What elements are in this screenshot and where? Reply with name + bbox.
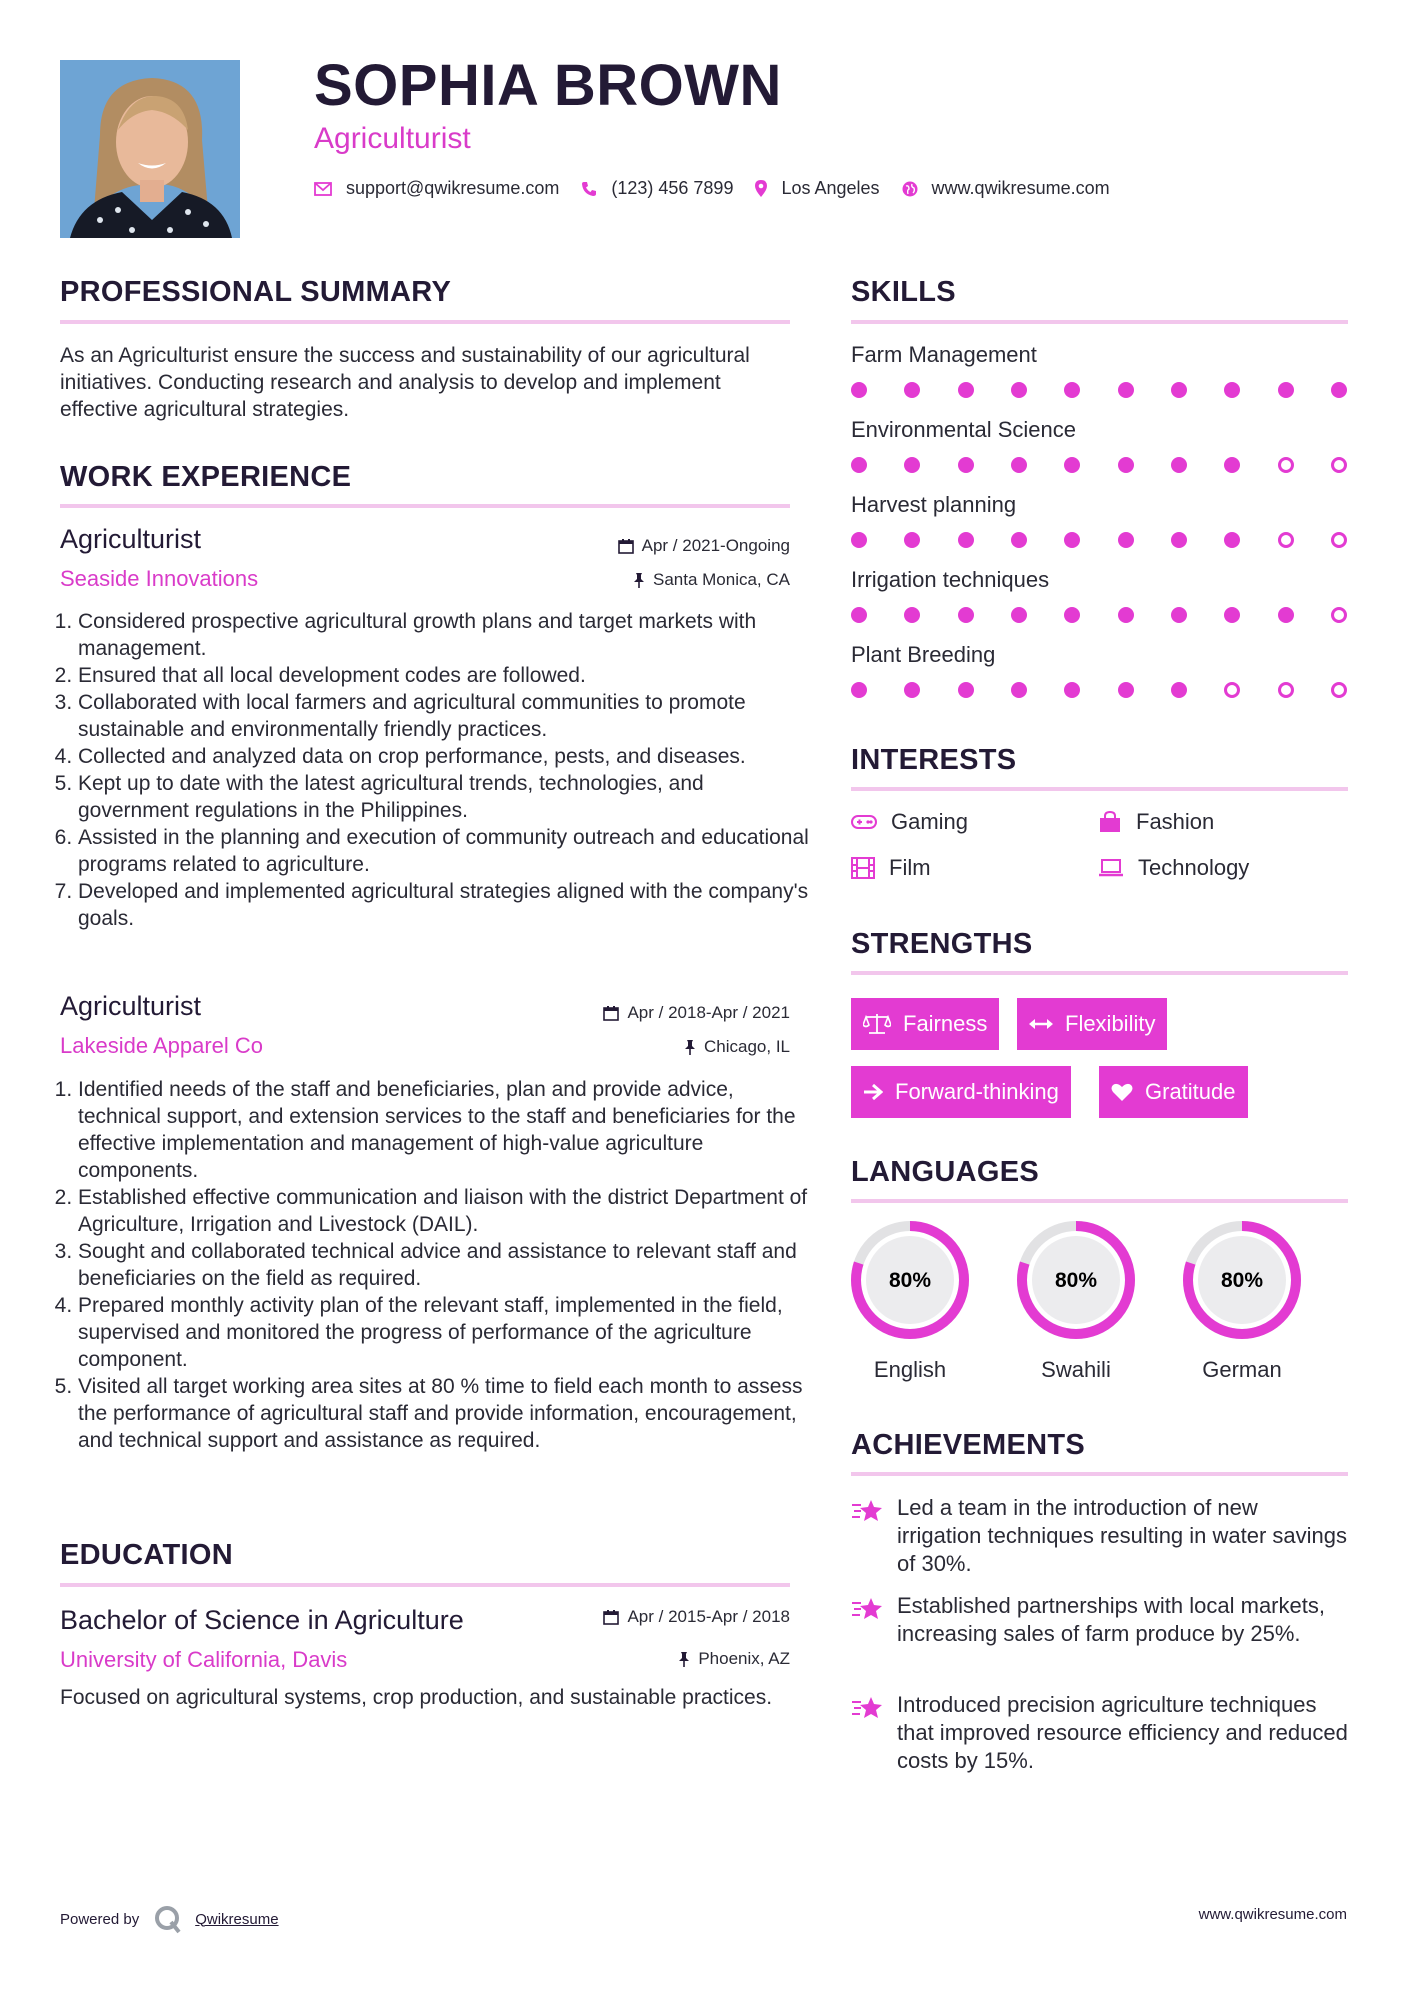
interest-label: Gaming	[891, 809, 969, 834]
interest-label: Film	[889, 855, 931, 880]
rating-dot-empty	[1331, 682, 1347, 698]
language-percent: 80%	[1054, 1269, 1098, 1292]
shooting-star-icon	[851, 1498, 885, 1524]
map-marker-icon	[755, 180, 767, 197]
qwikresume-link[interactable]: Qwikresume	[195, 1910, 279, 1928]
education-location-text: Phoenix, AZ	[698, 1649, 790, 1668]
candidate-name: SOPHIA BROWN	[314, 53, 782, 118]
summary-divider	[60, 320, 790, 324]
job-dates	[490, 536, 790, 556]
rating-dot-empty	[1331, 532, 1347, 548]
contact-phone[interactable]	[581, 178, 733, 199]
list-item: 4. Prepared monthly activity plan of the relevant staff, implemented in the field, supervised and monitored the progress of performance of the agriculture component.	[78, 1292, 810, 1373]
rating-dot-filled	[1118, 532, 1134, 548]
skill-label: Farm Management	[851, 342, 1037, 367]
rating-dot-empty	[1278, 532, 1294, 548]
job-title: Agriculturist	[60, 991, 202, 1021]
rating-dot-filled	[851, 532, 867, 548]
languages-heading: LANGUAGES	[851, 1156, 1039, 1188]
degree-title: Bachelor of Science in Agriculture	[60, 1605, 464, 1635]
skills-divider	[851, 320, 1348, 324]
language-item	[1180, 1218, 1304, 1383]
job-dates-text: Apr / 2018-Apr / 2021	[627, 1003, 790, 1022]
achievement-item	[851, 1691, 1348, 1775]
pushpin-icon	[633, 572, 645, 588]
job-company: Lakeside Apparel Co	[60, 1033, 264, 1058]
skill-label: Irrigation techniques	[851, 567, 1050, 592]
phone-icon	[581, 181, 597, 197]
skill-rating	[851, 607, 1347, 623]
job-location	[490, 570, 790, 590]
strength-tag-fairness	[851, 998, 999, 1050]
rating-dot-filled	[904, 607, 920, 623]
rating-dot-filled	[1011, 382, 1027, 398]
summary-text: As an Agriculturist ensure the success and sustainability of our agricultural initiatives. Conducting research and analysis to develop and implement effective agricultural strategies.	[60, 344, 750, 421]
rating-dot-filled	[958, 682, 974, 698]
list-item: 1. Considered prospective agricultural growth plans and target markets with management.	[78, 608, 810, 662]
rating-dot-filled	[851, 457, 867, 473]
pushpin-icon	[684, 1039, 696, 1055]
rating-dot-filled	[1011, 532, 1027, 548]
skill-row	[851, 417, 1351, 492]
contact-bar	[314, 178, 1132, 199]
heart-icon	[1111, 1082, 1133, 1102]
summary-heading: PROFESSIONAL SUMMARY	[60, 276, 452, 308]
language-name: Swahili	[1041, 1357, 1111, 1382]
strength-label: Fairness	[903, 1011, 988, 1036]
rating-dot-filled	[1331, 382, 1347, 398]
skills-heading: SKILLS	[851, 276, 956, 308]
footer-url[interactable]: www.qwikresume.com	[1198, 1906, 1347, 1923]
balance-scale-icon	[863, 1013, 891, 1035]
language-progress-ring	[1180, 1218, 1304, 1342]
strength-tag-flexibility	[1017, 998, 1167, 1050]
languages-divider	[851, 1199, 1348, 1203]
rating-dot-filled	[1064, 682, 1080, 698]
strengths-divider	[851, 971, 1348, 975]
interest-fashion	[1098, 809, 1214, 835]
interest-label: Technology	[1138, 855, 1250, 880]
list-item: 4. Collected and analyzed data on crop performance, pests, and diseases.	[78, 743, 810, 770]
languages-list	[848, 1218, 1348, 1388]
list-item: 3. Sought and collaborated technical advice and assistance to relevant staff and beneficiaries on the field as required.	[78, 1238, 810, 1292]
list-item: 5. Visited all target working area sites at 80 % time to field each month to assess the performance of agricultural staff and provide information, encouragement, and technical support and assistance as required.	[78, 1373, 810, 1454]
rating-dot-filled	[1278, 382, 1294, 398]
language-percent: 80%	[888, 1269, 932, 1292]
list-item: 2. Established effective communication and liaison with the district Department of Agriculture, Irrigation and Livestock (DAIL).	[78, 1184, 810, 1238]
skill-row	[851, 567, 1351, 642]
calendar-icon	[603, 1609, 619, 1625]
strength-tag-gratitude	[1099, 1066, 1248, 1118]
job-location	[490, 1037, 790, 1057]
education-divider	[60, 1583, 790, 1587]
interest-film	[851, 855, 931, 881]
rating-dot-filled	[851, 607, 867, 623]
rating-dot-filled	[1064, 532, 1080, 548]
rating-dot-empty	[1331, 607, 1347, 623]
gamepad-icon	[851, 814, 877, 830]
language-percent: 80%	[1220, 1269, 1264, 1292]
rating-dot-filled	[1118, 457, 1134, 473]
interest-gaming	[851, 809, 968, 835]
list-item: 1. Identified needs of the staff and beneficiaries, plan and provide advice, technical support, and extension services to the staff and beneficiaries for the effective implementation and management of high-value agriculture components.	[78, 1076, 810, 1184]
strength-label: Forward-thinking	[895, 1079, 1059, 1104]
rating-dot-filled	[1278, 607, 1294, 623]
rating-dot-filled	[1064, 382, 1080, 398]
job-location-text: Santa Monica, CA	[652, 570, 790, 589]
skill-row	[851, 342, 1351, 417]
list-item: 7. Developed and implemented agricultural strategies aligned with the company's goals.	[78, 878, 810, 932]
interests-heading: INTERESTS	[851, 744, 1017, 776]
contact-website[interactable]	[902, 178, 1110, 199]
job-dates-text: Apr / 2021-Ongoing	[641, 536, 790, 555]
skill-rating	[851, 382, 1347, 398]
film-icon	[851, 857, 875, 879]
language-item	[1014, 1218, 1138, 1383]
achievements-heading: ACHIEVEMENTS	[851, 1429, 1086, 1461]
rating-dot-filled	[1118, 382, 1134, 398]
rating-dot-filled	[1064, 457, 1080, 473]
list-item: 6. Assisted in the planning and execution of community outreach and educational programs related to agriculture.	[78, 824, 810, 878]
education-location	[490, 1649, 790, 1669]
work-heading: WORK EXPERIENCE	[60, 461, 352, 493]
contact-email[interactable]	[314, 178, 559, 199]
job-responsibilities	[60, 1076, 810, 1454]
email-text: support@qwikresume.com	[346, 178, 560, 198]
rating-dot-filled	[1118, 607, 1134, 623]
powered-by-text: Powered by	[60, 1910, 140, 1928]
rating-dot-filled	[1011, 682, 1027, 698]
skills-list	[851, 342, 1351, 717]
shopping-bag-icon	[1098, 811, 1122, 833]
website-text: www.qwikresume.com	[931, 178, 1110, 198]
skill-label: Plant Breeding	[851, 642, 996, 667]
rating-dot-filled	[1171, 532, 1187, 548]
rating-dot-filled	[904, 382, 920, 398]
skill-row	[851, 492, 1351, 567]
language-progress-ring	[848, 1218, 972, 1342]
education-heading: EDUCATION	[60, 1539, 233, 1571]
job-title: Agriculturist	[60, 524, 202, 554]
job-company: Seaside Innovations	[60, 566, 259, 591]
calendar-icon	[603, 1005, 619, 1021]
rating-dot-filled	[904, 682, 920, 698]
achievement-item	[851, 1592, 1348, 1648]
list-item: 3. Collaborated with local farmers and agricultural communities to promote sustainable and environmentally friendly practices.	[78, 689, 810, 743]
language-progress-ring	[1014, 1218, 1138, 1342]
arrow-right-icon	[863, 1083, 883, 1101]
job-location-text: Chicago, IL	[704, 1037, 790, 1056]
phone-text: (123) 456 7899	[611, 178, 734, 198]
strength-label: Gratitude	[1145, 1079, 1236, 1104]
rating-dot-empty	[1224, 682, 1240, 698]
rating-dot-filled	[1011, 457, 1027, 473]
rating-dot-filled	[1064, 607, 1080, 623]
rating-dot-filled	[1224, 457, 1240, 473]
language-name: German	[1202, 1357, 1282, 1382]
rating-dot-filled	[1171, 682, 1187, 698]
rating-dot-filled	[851, 382, 867, 398]
location-text: Los Angeles	[781, 178, 880, 198]
candidate-title: Agriculturist	[314, 122, 471, 155]
skill-rating	[851, 682, 1347, 698]
achievement-text: Led a team in the introduction of new irrigation techniques resulting in water savings of 30%.	[897, 1495, 1348, 1576]
education-dates-text: Apr / 2015-Apr / 2018	[627, 1607, 790, 1626]
contact-location	[755, 178, 879, 199]
shooting-star-icon	[851, 1695, 885, 1721]
laptop-icon	[1098, 859, 1124, 877]
rating-dot-empty	[1331, 457, 1347, 473]
job-responsibilities	[60, 608, 810, 932]
job-dates	[490, 1003, 790, 1023]
globe-icon	[902, 181, 918, 197]
envelope-icon	[314, 182, 332, 196]
rating-dot-filled	[1224, 607, 1240, 623]
achievement-text: Established partnerships with local markets, increasing sales of farm produce by 25%.	[897, 1593, 1325, 1646]
school-name: University of California, Davis	[60, 1647, 348, 1672]
rating-dot-filled	[1224, 532, 1240, 548]
language-name: English	[873, 1357, 947, 1382]
skill-rating	[851, 457, 1347, 473]
footer-powered-by	[60, 1904, 279, 1934]
skill-label: Environmental Science	[851, 417, 1077, 442]
shooting-star-icon	[851, 1596, 885, 1622]
calendar-icon	[618, 538, 634, 554]
education-description: Focused on agricultural systems, crop production, and sustainable practices.	[60, 1686, 773, 1709]
rating-dot-filled	[1011, 607, 1027, 623]
skill-label: Harvest planning	[851, 492, 1017, 517]
rating-dot-filled	[958, 532, 974, 548]
rating-dot-empty	[1278, 682, 1294, 698]
language-item	[848, 1218, 972, 1383]
rating-dot-filled	[904, 457, 920, 473]
portrait-image	[60, 60, 240, 238]
rating-dot-filled	[1171, 382, 1187, 398]
rating-dot-filled	[1224, 382, 1240, 398]
pushpin-icon	[678, 1651, 690, 1667]
rating-dot-filled	[1118, 682, 1134, 698]
strengths-heading: STRENGTHS	[851, 928, 1033, 960]
arrows-horizontal-icon	[1029, 1017, 1053, 1031]
strength-label: Flexibility	[1065, 1011, 1156, 1036]
achievement-text: Introduced precision agriculture techniques that improved resource efficiency and reduced costs by 15%.	[897, 1692, 1348, 1773]
qwikresume-logo-icon	[153, 1904, 183, 1934]
strength-tag-forward-thinking	[851, 1066, 1071, 1118]
rating-dot-filled	[1171, 607, 1187, 623]
achievement-item	[851, 1494, 1348, 1578]
work-divider	[60, 504, 790, 508]
rating-dot-empty	[1278, 457, 1294, 473]
rating-dot-filled	[851, 682, 867, 698]
interest-label: Fashion	[1136, 809, 1215, 834]
list-item: 5. Kept up to date with the latest agricultural trends, technologies, and government regulations in the Philippines.	[78, 770, 810, 824]
rating-dot-filled	[958, 382, 974, 398]
rating-dot-filled	[958, 607, 974, 623]
skill-row	[851, 642, 1351, 717]
profile-photo	[60, 60, 240, 238]
rating-dot-filled	[1171, 457, 1187, 473]
list-item: 2. Ensured that all local development codes are followed.	[78, 662, 810, 689]
education-dates	[490, 1607, 790, 1627]
rating-dot-filled	[958, 457, 974, 473]
rating-dot-filled	[904, 532, 920, 548]
interest-technology	[1098, 855, 1249, 881]
achievements-divider	[851, 1472, 1348, 1476]
skill-rating	[851, 532, 1347, 548]
interests-divider	[851, 787, 1348, 791]
